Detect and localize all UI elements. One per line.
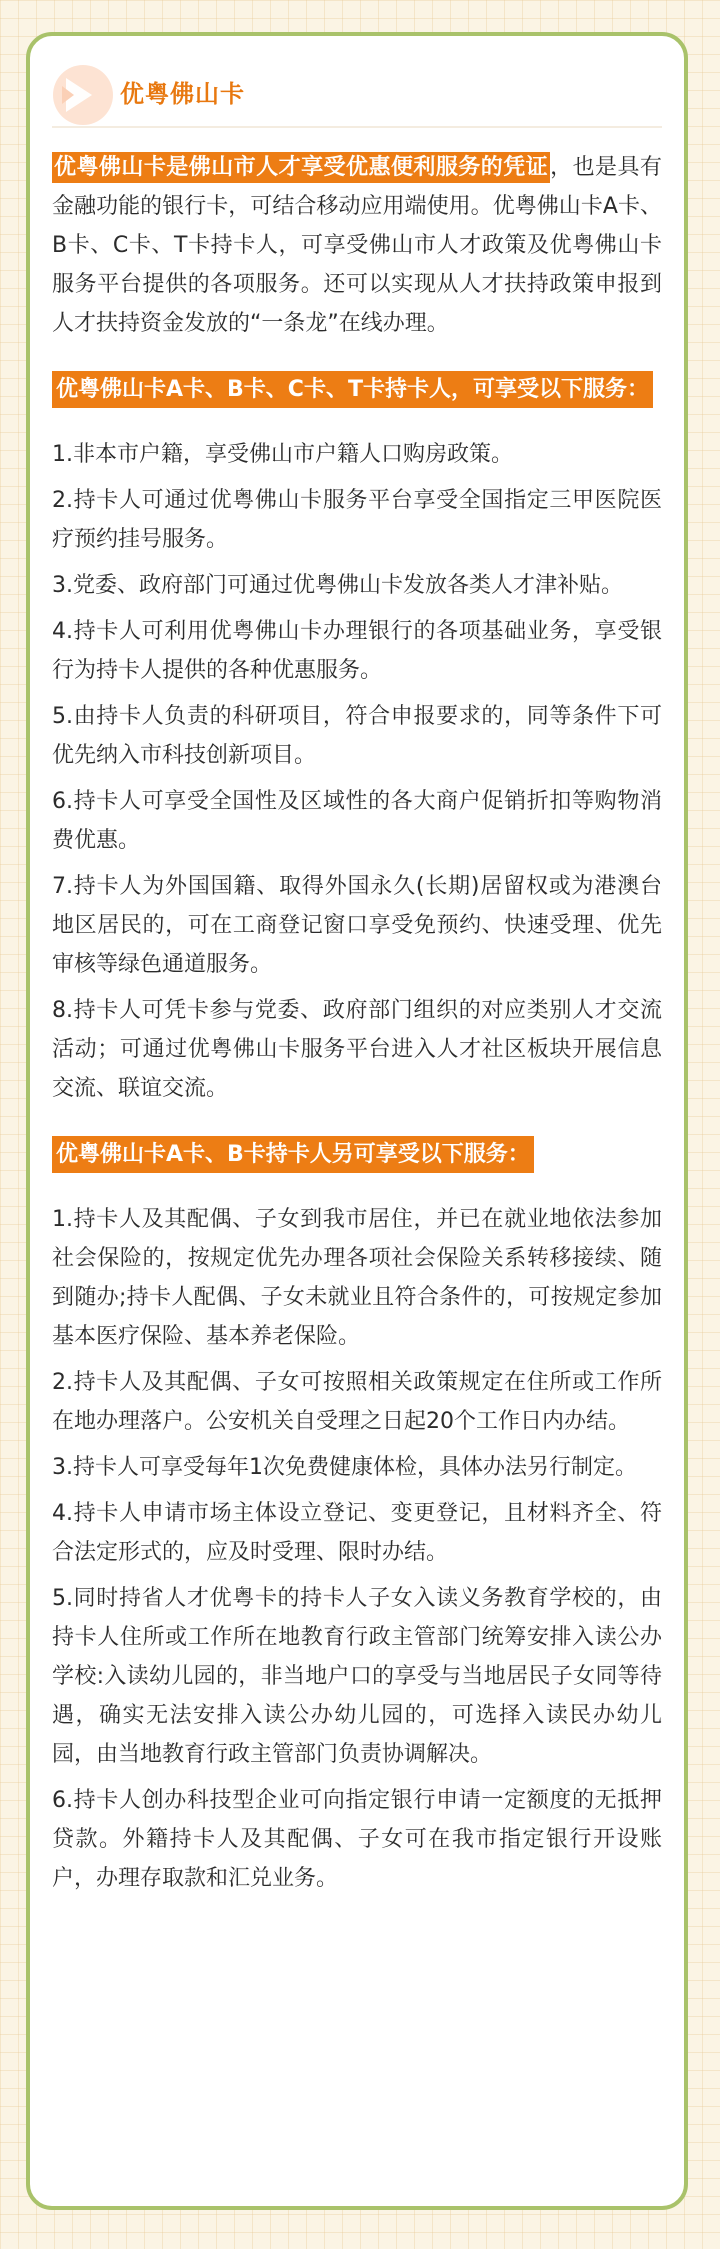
- intro-text: ，也是具有金融功能的银行卡，可结合移动应用端使用。优粤佛山卡A卡、B卡、C卡、T卡持卡人，可享受佛山市人才政策及优粤佛山卡服务平台提供的各项服务。还可以实现从人才扶持政策申报到人才扶持资金发放的“一条龙”在线办理。: [52, 155, 662, 336]
- list-item: 3.持卡人可享受每年1次免费健康体检，具体办法另行制定。: [52, 1455, 637, 1480]
- list-item: 6.持卡人可享受全国性及区域性的各大商户促销折扣等购物消费优惠。: [52, 789, 662, 853]
- list-item: 8.持卡人可凭卡参与党委、政府部门组织的对应类别人才交流活动；可通过优粤佛山卡服务平台进入人才社区板块开展信息交流、联谊交流。: [52, 998, 662, 1101]
- intro-highlight: 优粤佛山卡是佛山市人才享受优惠便利服务的凭证: [52, 152, 550, 183]
- list-item: 2.持卡人及其配偶、子女可按照相关政策规定在住所或工作所在地办理落户。公安机关自受理之日起20个工作日内办结。: [52, 1370, 662, 1434]
- section-title-highlight: 优粤佛山卡A卡、B卡、C卡、T卡持卡人，可享受以下服务：: [52, 371, 653, 408]
- section-ab-services: [52, 1132, 662, 1898]
- section-title: [52, 367, 662, 413]
- content-card: [26, 32, 688, 2210]
- list-item: 4.持卡人可利用优粤佛山卡办理银行的各项基础业务，享受银行为持卡人提供的各种优惠服务。: [52, 619, 662, 683]
- list-item: 5.同时持省人才优粤卡的持卡人子女入读义务教育学校的，由持卡人住所或工作所在地教育行政主管部门统筹安排入读公办学校:入读幼儿园的，非当地户口的享受与当地居民子女同等待遇，确实无法安排入读公办幼儿园的，可选择入读民办幼儿园，由当地教育行政主管部门负责协调解决。: [52, 1586, 662, 1767]
- section-title-highlight: 优粤佛山卡A卡、B卡持卡人另可享受以下服务：: [52, 1136, 534, 1173]
- intro-paragraph: [52, 148, 662, 343]
- list-item: 7.持卡人为外国国籍、取得外国永久(长期)居留权或为港澳台地区居民的，可在工商登记窗口享受免预约、快速受理、优先审核等绿色通道服务。: [52, 874, 662, 977]
- list-item: 4.持卡人申请市场主体设立登记、变更登记，且材料齐全、符合法定形式的，应及时受理、限时办结。: [52, 1501, 662, 1565]
- section-abct-services: [52, 367, 662, 1108]
- list-item: 5.由持卡人负责的科研项目，符合申报要求的，同等条件下可优先纳入市科技创新项目。: [52, 704, 662, 768]
- page-title: 优粤佛山卡: [120, 80, 245, 108]
- section-title: [52, 1132, 662, 1178]
- card-header: [52, 60, 662, 128]
- play-triangle-icon: [52, 64, 114, 126]
- list-item: 3.党委、政府部门可通过优粤佛山卡发放各类人才津补贴。: [52, 573, 623, 598]
- list-item: 2.持卡人可通过优粤佛山卡服务平台享受全国指定三甲医院医疗预约挂号服务。: [52, 488, 662, 552]
- list-item: 6.持卡人创办科技型企业可向指定银行申请一定额度的无抵押贷款。外籍持卡人及其配偶、子女可在我市指定银行开设账户，办理存取款和汇兑业务。: [52, 1788, 662, 1891]
- list-item: 1.非本市户籍，享受佛山市户籍人口购房政策。: [52, 442, 513, 467]
- list-item: 1.持卡人及其配偶、子女到我市居住，并已在就业地依法参加社会保险的，按规定优先办理各项社会保险关系转移接续、随到随办;持卡人配偶、子女未就业且符合条件的，可按规定参加基本医疗保险、基本养老保险。: [52, 1207, 662, 1349]
